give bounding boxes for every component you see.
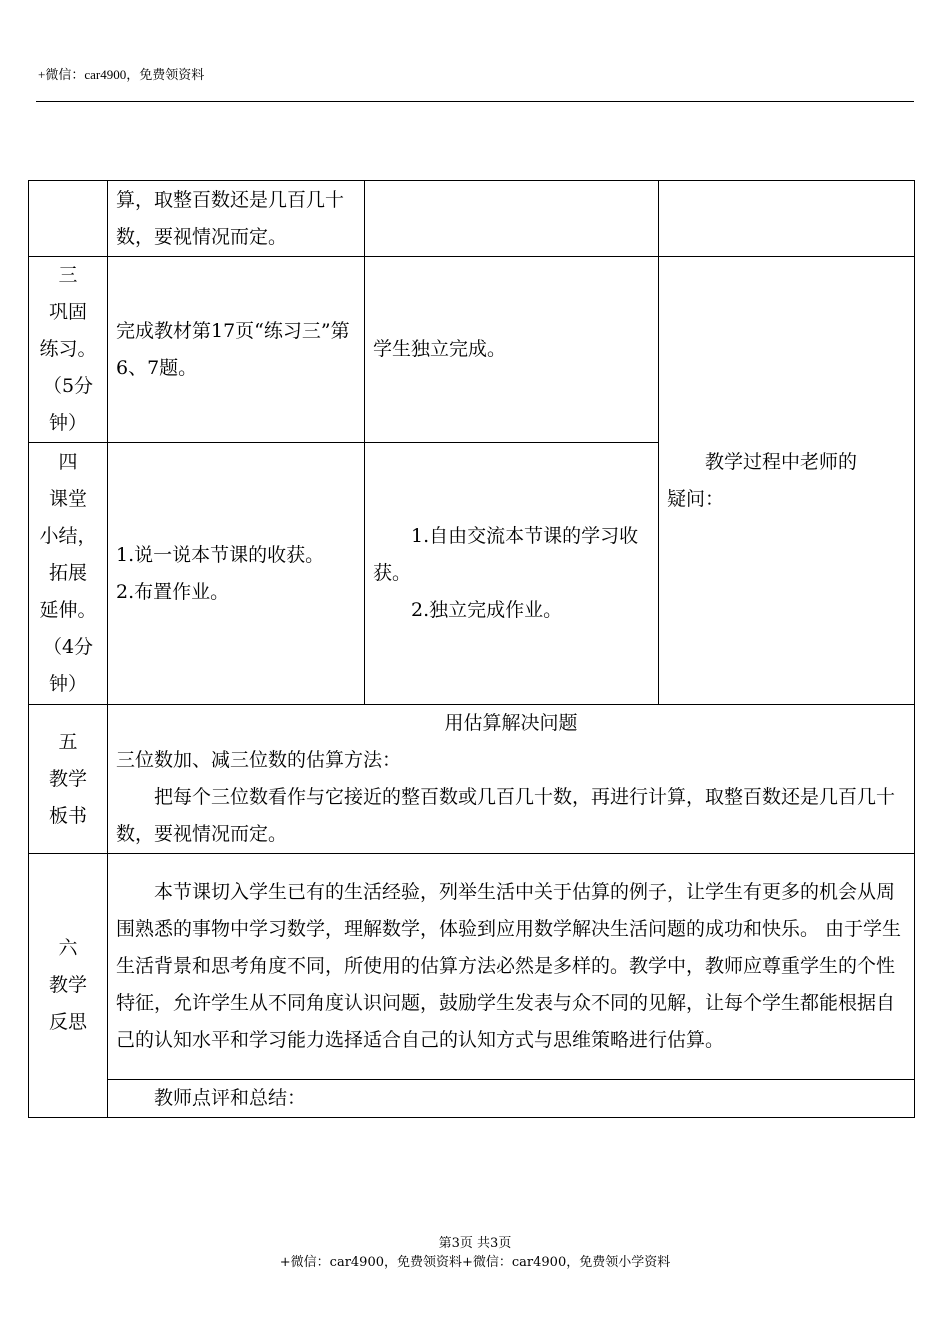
stage-cell-reflection: 六 教学 反思 [29,854,108,1118]
lesson-plan-table [28,180,915,1118]
reflection-content-cell [108,854,915,1080]
board-content-cell [108,705,915,854]
stage-cell-board: 五 教学 板书 [29,705,108,854]
board-subtitle: 三位数加、减三位数的估算方法： [116,749,402,771]
stage-cell-empty [29,181,108,257]
header-watermark: +微信：car4900，免费领资料 [38,67,205,82]
teacher-notes-cell: 教学过程中老师的 疑问： [659,257,915,705]
comment-cell [108,1080,915,1118]
page-number: 第3页 共3页 [438,1236,512,1251]
board-title: 用估算解决问题 [444,712,578,734]
student-activity-cell [365,181,659,257]
student-activity-cell: 学生独立完成。 [365,257,659,443]
table-row [29,257,915,443]
board-method: 把每个三位数看作与它接近的整百数或几百几十数，再进行计算，取整百数还是几百几十数，要视情况而定。 [116,786,896,845]
stage-cell-practice: 三 巩固 练习。 （5分 钟） [29,257,108,443]
teacher-activity-cell: 完成教材第17页“练习三”第6、7题。 [108,257,365,443]
reflection-text: 本节课切入学生已有的生活经验，列举生活中关于估算的例子，让学生有更多的机会从周围熟悉的事物中学习数学，理解数学，体验到应用数学解决生活问题的成功和快乐。 由于学生生活背景和思考角度不同，所使用的估算方法必然是多样的。教学中，教师应尊重学生的个性特征，允许学生从不同角度认识问题，鼓励学生发表与众不同的见解，让每个学生都能根据自己的认知水平和学习能力选择适合自己的认知方式与思维策略进行估算。 [116,881,902,1051]
table-row [29,705,915,854]
teacher-activity-cell: 1.说一说本节课的收获。 2.布置作业。 [108,443,365,705]
table-row [29,1080,915,1118]
header-divider [36,101,914,102]
comment-label: 教师点评和总结： [154,1087,307,1109]
table-row [29,181,915,257]
stage-cell-summary: 四 课堂 小结， 拓展 延伸。 （4分 钟） [29,443,108,705]
note-cell [659,181,915,257]
teacher-activity-cell: 算，取整百数还是几百几十数，要视情况而定。 [108,181,365,257]
table-row [29,854,915,1080]
student-activity-cell: 1.自由交流本节课的学习收获。 2.独立完成作业。 [365,443,659,705]
footer-watermark: +微信：car4900，免费领资料+微信：car4900，免费领小学资料 [279,1255,671,1270]
